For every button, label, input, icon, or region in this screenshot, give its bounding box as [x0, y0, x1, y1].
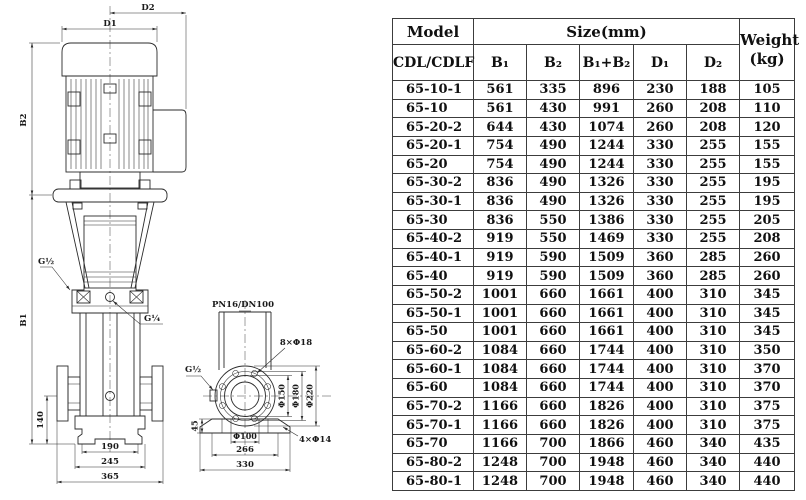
cell-b1: 1001 [474, 285, 527, 304]
cell-d2: 310 [687, 379, 740, 398]
cell-weight: 260 [740, 248, 795, 267]
cell-weight: 440 [740, 472, 795, 491]
cell-b2: 335 [527, 81, 580, 100]
cell-b1b2: 1386 [580, 211, 634, 230]
dim-245-label: 245 [101, 457, 119, 467]
cell-weight: 345 [740, 304, 795, 323]
cell-b1: 919 [474, 248, 527, 267]
front-view [19, 3, 186, 484]
cell-weight: 155 [740, 155, 795, 174]
cell-b1b2: 1326 [580, 192, 634, 211]
cell-weight: 105 [740, 81, 795, 100]
drain-port-label: G¼ [143, 314, 161, 324]
cell-d2: 255 [687, 155, 740, 174]
header-col-b2: B₂ [527, 45, 580, 81]
cell-d2: 255 [687, 192, 740, 211]
header-model: Model [393, 19, 474, 45]
cell-model: 65-40-1 [393, 248, 474, 267]
table-row [393, 118, 795, 137]
cell-b1b2: 1469 [580, 230, 634, 249]
table-row [393, 416, 795, 435]
cell-d1: 400 [634, 341, 687, 360]
table-row [393, 192, 795, 211]
table-row [393, 285, 795, 304]
cell-b1: 836 [474, 192, 527, 211]
cell-b1: 1001 [474, 304, 527, 323]
cell-d2: 310 [687, 360, 740, 379]
dimension-table [392, 18, 800, 491]
cell-b1: 1248 [474, 472, 527, 491]
table-row [393, 211, 795, 230]
cell-b2: 590 [527, 248, 580, 267]
cell-b1b2: 1826 [580, 397, 634, 416]
cell-b1: 1166 [474, 416, 527, 435]
header-col-d1: D₁ [634, 45, 687, 81]
cell-d1: 360 [634, 267, 687, 286]
cell-b2: 660 [527, 397, 580, 416]
cell-b1: 1084 [474, 341, 527, 360]
cell-d1: 330 [634, 174, 687, 193]
cell-b1: 1166 [474, 434, 527, 453]
cell-b2: 490 [527, 136, 580, 155]
cell-b1: 836 [474, 211, 527, 230]
cell-b2: 700 [527, 453, 580, 472]
cell-d2: 340 [687, 472, 740, 491]
cell-weight: 345 [740, 323, 795, 342]
cell-model: 65-50 [393, 323, 474, 342]
dim-330-label: 330 [236, 460, 254, 470]
cell-weight: 195 [740, 192, 795, 211]
cell-weight: 208 [740, 230, 795, 249]
cell-model: 65-70-2 [393, 397, 474, 416]
cell-d1: 400 [634, 304, 687, 323]
cell-model: 65-30-2 [393, 174, 474, 193]
cell-model: 65-30 [393, 211, 474, 230]
cell-b1b2: 1948 [580, 453, 634, 472]
cell-b1b2: 1509 [580, 267, 634, 286]
cell-b1: 561 [474, 81, 527, 100]
cell-b1: 644 [474, 118, 527, 137]
cell-b1b2: 1661 [580, 304, 634, 323]
cell-d1: 460 [634, 472, 687, 491]
cell-d2: 285 [687, 248, 740, 267]
cell-b1: 919 [474, 230, 527, 249]
cell-b2: 490 [527, 155, 580, 174]
cell-b1: 754 [474, 136, 527, 155]
cell-model: 65-50-2 [393, 285, 474, 304]
cell-weight: 120 [740, 118, 795, 137]
cell-d1: 330 [634, 192, 687, 211]
cell-d1: 360 [634, 248, 687, 267]
cell-weight: 260 [740, 267, 795, 286]
cell-b1: 919 [474, 267, 527, 286]
cell-weight: 370 [740, 360, 795, 379]
foot-holes-label: 4×Φ14 [299, 435, 332, 445]
cell-b2: 490 [527, 174, 580, 193]
cell-d2: 340 [687, 434, 740, 453]
cell-weight: 375 [740, 397, 795, 416]
header-model-series: CDL/CDLF [393, 45, 474, 81]
cell-d2: 310 [687, 397, 740, 416]
header-weight [740, 19, 800, 81]
dim-b1-label: B1 [19, 313, 29, 327]
cell-d2: 208 [687, 118, 740, 137]
flange-spec-label: PN16/DN100 [212, 300, 274, 310]
dim-d2-label: D2 [141, 3, 155, 13]
cell-d2: 188 [687, 81, 740, 100]
cell-d2: 340 [687, 453, 740, 472]
cell-d1: 230 [634, 81, 687, 100]
cell-weight: 110 [740, 99, 795, 118]
cell-model: 65-60-2 [393, 341, 474, 360]
side-view [185, 300, 332, 472]
table-row [393, 360, 795, 379]
table-row [393, 81, 795, 100]
cell-b1b2: 1074 [580, 118, 634, 137]
cell-weight: 155 [740, 136, 795, 155]
cell-d2: 255 [687, 174, 740, 193]
cell-model: 65-50-1 [393, 304, 474, 323]
dim-d150-label: Φ150 [276, 384, 287, 408]
cell-d1: 330 [634, 155, 687, 174]
dim-140-label: 140 [36, 411, 46, 429]
right-pipe-flange [152, 366, 163, 421]
cell-d1: 400 [634, 397, 687, 416]
cell-d1: 260 [634, 99, 687, 118]
dim-45-label: 45 [189, 420, 200, 432]
cell-b1b2: 1826 [580, 416, 634, 435]
pump-dimension-drawing [0, 0, 390, 500]
cell-model: 65-40-2 [393, 230, 474, 249]
cell-b2: 660 [527, 323, 580, 342]
cell-b1b2: 896 [580, 81, 634, 100]
header-size-group: Size(mm) [474, 19, 740, 45]
motor-fins [71, 79, 148, 169]
cell-d2: 310 [687, 341, 740, 360]
table-row [393, 304, 795, 323]
cell-model: 65-20-2 [393, 118, 474, 137]
cell-b1: 754 [474, 155, 527, 174]
cell-weight: 440 [740, 453, 795, 472]
cell-b2: 550 [527, 230, 580, 249]
cell-b1: 1248 [474, 453, 527, 472]
cell-d1: 400 [634, 379, 687, 398]
table-row [393, 453, 795, 472]
cell-model: 65-70 [393, 434, 474, 453]
table-row [393, 136, 795, 155]
cell-model: 65-60 [393, 379, 474, 398]
header-weight-line2: (kg) [749, 49, 785, 68]
dim-365-label: 365 [101, 472, 119, 482]
cell-d2: 310 [687, 304, 740, 323]
cell-model: 65-20 [393, 155, 474, 174]
cell-b2: 700 [527, 434, 580, 453]
cell-weight: 195 [740, 174, 795, 193]
table-row [393, 99, 795, 118]
cell-b1: 561 [474, 99, 527, 118]
cell-b1b2: 1866 [580, 434, 634, 453]
side-port-label: G½ [184, 365, 202, 375]
table-row [393, 267, 795, 286]
left-pipe-flange [57, 366, 68, 421]
cell-d2: 255 [687, 230, 740, 249]
cell-b1b2: 1244 [580, 155, 634, 174]
cell-b1b2: 1326 [580, 174, 634, 193]
cell-weight: 205 [740, 211, 795, 230]
cell-d2: 310 [687, 285, 740, 304]
cell-b1b2: 1948 [580, 472, 634, 491]
cell-b1: 836 [474, 174, 527, 193]
cell-b2: 660 [527, 304, 580, 323]
cell-b2: 660 [527, 360, 580, 379]
cell-b2: 430 [527, 118, 580, 137]
cell-model: 65-30-1 [393, 192, 474, 211]
cell-d1: 460 [634, 434, 687, 453]
table-row [393, 155, 795, 174]
header-col-b1: B₁ [474, 45, 527, 81]
terminal-box [153, 110, 186, 172]
cell-model: 65-60-1 [393, 360, 474, 379]
table-row [393, 230, 795, 249]
dim-d100-label: Φ100 [233, 431, 257, 441]
cell-d2: 310 [687, 323, 740, 342]
cell-b1: 1084 [474, 379, 527, 398]
cell-d1: 400 [634, 416, 687, 435]
cell-b2: 550 [527, 211, 580, 230]
cell-b1b2: 1744 [580, 379, 634, 398]
cell-b1: 1001 [474, 323, 527, 342]
cell-b1b2: 1744 [580, 341, 634, 360]
dim-266-label: 266 [236, 445, 254, 455]
cell-b1: 1084 [474, 360, 527, 379]
cell-model: 65-80-1 [393, 472, 474, 491]
cell-b2: 660 [527, 341, 580, 360]
cell-b2: 490 [527, 192, 580, 211]
cell-weight: 350 [740, 341, 795, 360]
cell-d1: 460 [634, 453, 687, 472]
cell-d1: 330 [634, 230, 687, 249]
cell-b2: 430 [527, 99, 580, 118]
cell-d2: 255 [687, 136, 740, 155]
cell-b2: 660 [527, 379, 580, 398]
dim-d1-label: D1 [103, 19, 117, 29]
cell-b1b2: 1509 [580, 248, 634, 267]
motor-fan-cover [62, 43, 157, 76]
cell-model: 65-80-2 [393, 453, 474, 472]
cell-weight: 345 [740, 285, 795, 304]
table-row [393, 323, 795, 342]
motor-body [66, 76, 153, 172]
cell-d1: 330 [634, 211, 687, 230]
dim-b2-label: B2 [19, 113, 29, 127]
cell-b1b2: 1244 [580, 136, 634, 155]
table-row [393, 434, 795, 453]
table-row [393, 472, 795, 491]
cell-b1b2: 1744 [580, 360, 634, 379]
cell-b2: 700 [527, 472, 580, 491]
cell-d2: 208 [687, 99, 740, 118]
cell-b1b2: 991 [580, 99, 634, 118]
dim-d220-label: Φ220 [304, 384, 315, 408]
cell-d1: 400 [634, 360, 687, 379]
cell-model: 65-20-1 [393, 136, 474, 155]
cell-b2: 660 [527, 416, 580, 435]
header-col-b1b2: B₁+B₂ [580, 45, 634, 81]
table-row [393, 174, 795, 193]
cell-b2: 590 [527, 267, 580, 286]
bolt-holes-label: 8×Φ18 [279, 338, 313, 348]
cell-model: 65-10 [393, 99, 474, 118]
dim-190-label: 190 [101, 442, 119, 452]
cell-b2: 660 [527, 285, 580, 304]
cell-d1: 260 [634, 118, 687, 137]
cell-b1: 1166 [474, 397, 527, 416]
header-weight-line1: Weight [740, 30, 800, 49]
cell-d2: 310 [687, 416, 740, 435]
cell-weight: 370 [740, 379, 795, 398]
table-row [393, 397, 795, 416]
cell-b1b2: 1661 [580, 285, 634, 304]
cell-model: 65-70-1 [393, 416, 474, 435]
table-row [393, 341, 795, 360]
cell-d2: 255 [687, 211, 740, 230]
dim-d180-label: Φ180 [290, 384, 301, 408]
cell-d1: 400 [634, 323, 687, 342]
table-row [393, 379, 795, 398]
cell-b1b2: 1661 [580, 323, 634, 342]
table-row [393, 248, 795, 267]
cell-weight: 435 [740, 434, 795, 453]
header-col-d2: D₂ [687, 45, 740, 81]
cell-d1: 400 [634, 285, 687, 304]
cell-model: 65-10-1 [393, 81, 474, 100]
cell-d2: 285 [687, 267, 740, 286]
cell-model: 65-40 [393, 267, 474, 286]
cell-weight: 375 [740, 416, 795, 435]
cell-d1: 330 [634, 136, 687, 155]
gauge-port-label: G½ [37, 257, 55, 267]
